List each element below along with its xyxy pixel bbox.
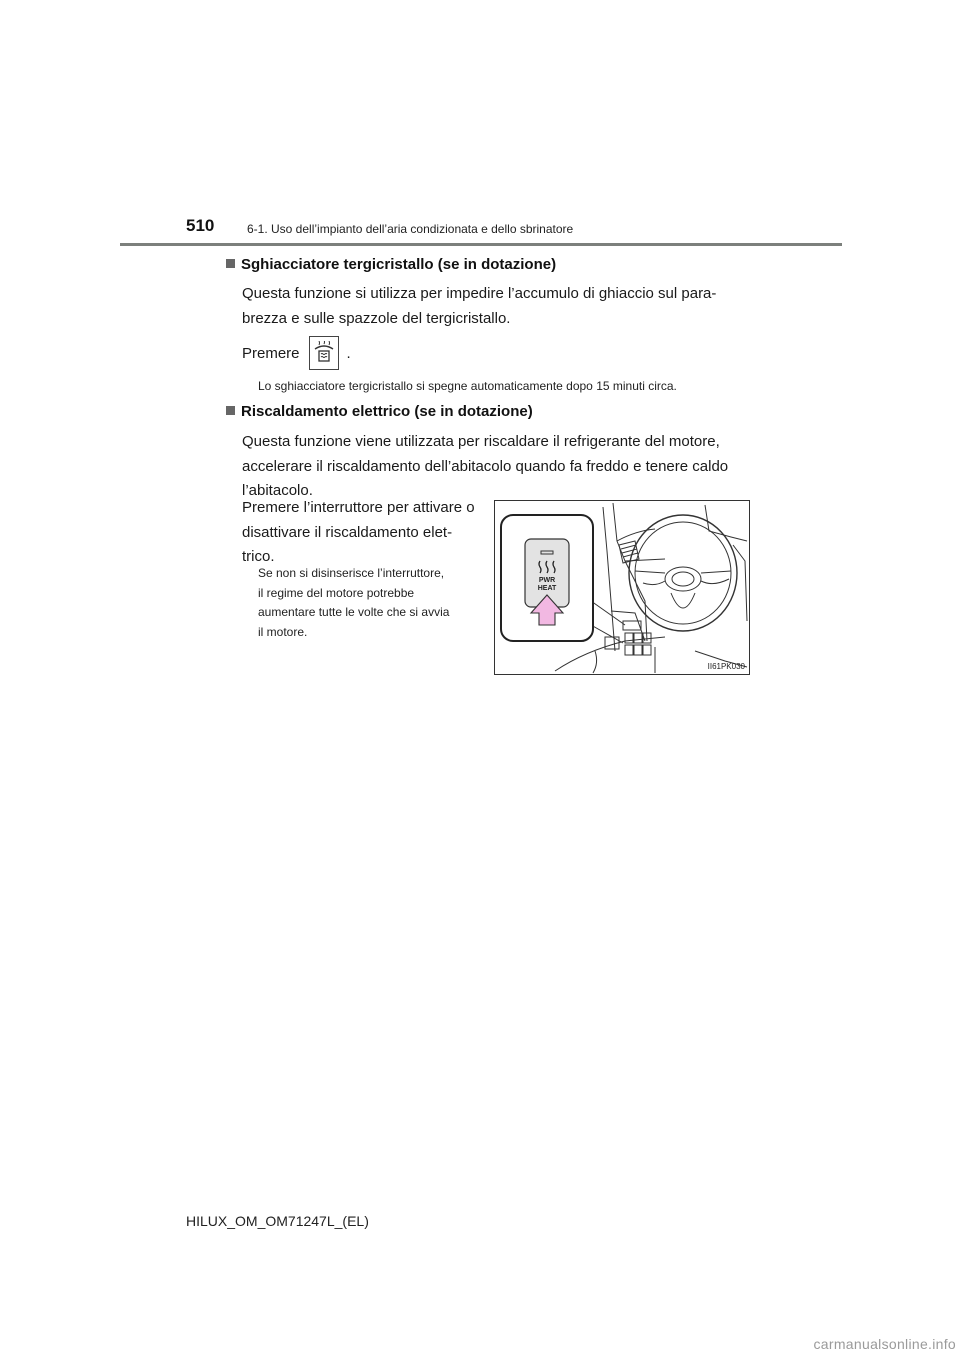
electric-heater-instruction (242, 496, 492, 570)
electric-heater-instr-2: disattivare il riscaldamento elet- (242, 523, 453, 541)
electric-heater-description (242, 430, 748, 504)
figure-code: II61PK030 (707, 662, 745, 671)
electric-heater-note-1: Se non si disinserisce l’interruttore, (258, 566, 445, 580)
electric-heater-heading (226, 403, 533, 420)
wiper-deicer-heading (226, 256, 556, 273)
wiper-deicer-heading-text: Sghiacciatore tergicristallo (se in dotazione) (241, 256, 557, 273)
page-number: 510 (186, 216, 215, 235)
electric-heater-note-2: il regime del motore potrebbe (258, 585, 415, 600)
wiper-deicer-line-2: brezza e sulle spazzole del tergicristallo. (242, 309, 511, 327)
wiper-deicer-line-1: Questa funzione si utilizza per impedire l’accumulo di ghiaccio sul para- (242, 285, 717, 302)
electric-heater-instr-1: Premere l’interruttore per attivare o (242, 499, 475, 516)
electric-heater-note (258, 564, 465, 642)
watermark: carmanualsonline.info (813, 1336, 956, 1352)
switch-label-pwr: PWR (538, 577, 556, 584)
electric-heater-line-2: accelerare il riscaldamento dell’abitacolo quando fa freddo e tenere caldo (242, 457, 729, 475)
electric-heater-line-1: Questa funzione viene utilizzata per riscaldare il refrigerante del motore, (242, 433, 720, 450)
wiper-deicer-description (242, 282, 748, 331)
switch-label-heat: HEAT (537, 585, 557, 592)
windshield-deicer-button[interactable] (309, 336, 339, 370)
section-header: 6-1. Uso dell’impianto dell’aria condizionata e dello sbrinatore (247, 222, 574, 236)
electric-heater-heading-text: Riscaldamento elettrico (se in dotazione) (241, 403, 533, 420)
electric-heater-instr-3: trico. (242, 548, 275, 565)
windshield-deicer-icon (313, 341, 335, 365)
electric-heater-note-3: aumentare tutte le volte che si avvia (258, 605, 450, 619)
square-bullet-icon (226, 406, 235, 415)
header-rule (120, 243, 842, 246)
press-period: . (346, 344, 351, 362)
electric-heater-note-4: il motore. (258, 624, 308, 639)
electric-heater-line-3: l’abitacolo. (242, 482, 313, 499)
square-bullet-icon (226, 259, 235, 268)
pwr-heat-illustration (494, 500, 750, 675)
dashboard-drawing (495, 501, 749, 674)
footer-model-code: HILUX_OM_OM71247L_(EL) (186, 1213, 369, 1229)
press-label: Premere (242, 344, 300, 362)
press-instruction (242, 335, 351, 371)
wiper-deicer-note: Lo sghiacciatore tergicristallo si spegne automaticamente dopo 15 minuti circa. (258, 379, 677, 393)
